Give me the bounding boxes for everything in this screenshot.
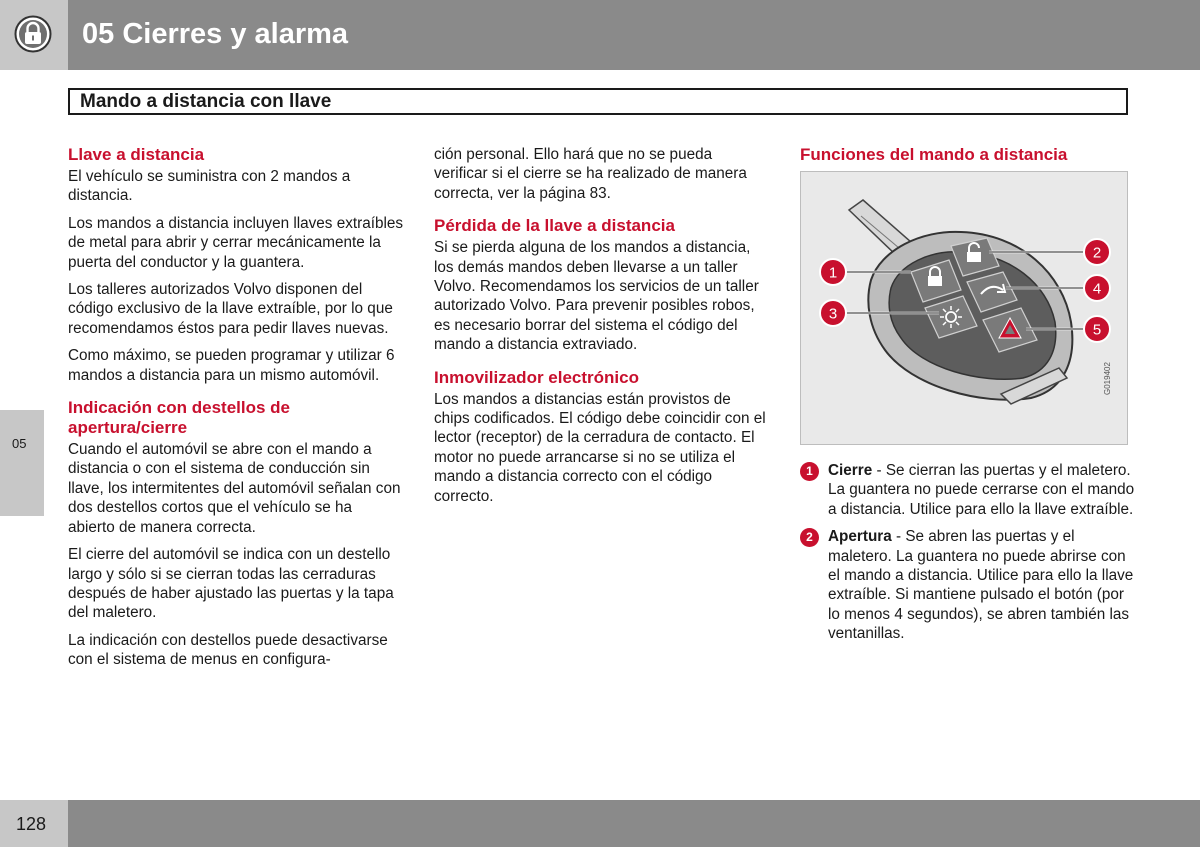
item-term: Cierre bbox=[828, 462, 873, 479]
callout-4 bbox=[1084, 275, 1110, 301]
heading-inmovilizador: Inmovilizador electrónico bbox=[434, 367, 639, 387]
callout-3 bbox=[820, 300, 846, 326]
paragraph: Si se pierda alguna de los mandos a distancia, los demás mandos deben llevarse a un taller Volvo. Recomendamos los servicios de un taller autorizado Volvo. Para prevenir posibles robos, es necesario borrar del sistema el código del mando a distancia extraviado. bbox=[434, 239, 759, 354]
item-term: Apertura bbox=[828, 528, 892, 546]
list-item bbox=[800, 461, 1135, 519]
callout-2 bbox=[1084, 239, 1110, 265]
number-badge: 2 bbox=[800, 528, 819, 547]
paragraph: Cuando el automóvil se abre con el mando a distancia o con el sistema de conducción sin llave, los intermitentes del automóvil señalan con dos destellos cortos que el vehículo se ha abierto de manera correcta. bbox=[68, 441, 401, 536]
paragraph: El cierre del automóvil se indica con un destello largo y sólo si se cierran todas las cerraduras después de haber ajustado las puertas y la tapa del maletero. bbox=[68, 546, 394, 622]
chapter-side-tab bbox=[0, 410, 44, 516]
chapter-side-tab-label: 05 bbox=[12, 436, 27, 451]
padlock-icon bbox=[14, 15, 52, 53]
heading-funciones-mando: Funciones del mando a distancia bbox=[800, 145, 1068, 164]
remote-key-illustration bbox=[801, 172, 1127, 444]
remote-key-figure bbox=[800, 171, 1128, 445]
list-item bbox=[800, 527, 1135, 643]
paragraph: Los mandos a distancia incluyen llaves extraíbles de metal para abrir y cerrar mecánicamente la puerta del conductor y la guantera. bbox=[68, 214, 404, 271]
callout-5 bbox=[1084, 316, 1110, 342]
paragraph: Los mandos a distancias están provistos de chips codificados. El código debe coincidir con el lector (receptor) de la cerradura de contacto. El motor no puede arrancarse si no se utiliza el mando a distancia correcto con el código correcto. bbox=[434, 390, 766, 505]
paragraph: La indicación con destellos puede desactivarse con el sistema de menus en configura- bbox=[68, 631, 388, 669]
figure-code: G019402 bbox=[1103, 362, 1112, 395]
paragraph: ción personal. Ello hará que no se pueda verificar si el cierre se ha realizado de manera correcta, ver la página 83. bbox=[434, 146, 747, 202]
section-title: Mando a distancia con llave bbox=[80, 91, 332, 112]
column-2 bbox=[434, 145, 769, 514]
footer-bar bbox=[68, 800, 1200, 847]
heading-llave-a-distancia: Llave a distancia bbox=[68, 145, 205, 164]
number-badge: 1 bbox=[800, 462, 819, 481]
column-1 bbox=[68, 145, 403, 678]
heading-indicacion-destellos: Indicación con destellos de apertura/cierre bbox=[68, 398, 290, 438]
paragraph: Los talleres autorizados Volvo disponen del código exclusivo de la llave extraíble, por lo que recomendamos éstos para pedir llaves nuevas. bbox=[68, 281, 393, 337]
paragraph: El vehículo se suministra con 2 mandos a distancia. bbox=[68, 168, 351, 205]
svg-text:4: 4 bbox=[1092, 280, 1102, 298]
callout-1 bbox=[820, 259, 846, 285]
item-text: - Se cierran las puertas y el maletero. La guantera no puede cerrarse con el mando a distancia. Utilice para ello la llave extraíble. bbox=[828, 462, 1135, 518]
svg-text:3: 3 bbox=[828, 305, 838, 323]
svg-text:2: 2 bbox=[1092, 244, 1102, 262]
heading-perdida-llave: Pérdida de la llave a distancia bbox=[434, 216, 675, 236]
item-text: - Se abren las puertas y el maletero. La guantera no puede abrirse con el mando a distancia. Utilice para ello la llave extraíble. Si mantiene pulsado el botón (por lo menos 4 segundos), se abren también las ventanillas. bbox=[828, 528, 1134, 643]
page-number: 128 bbox=[16, 814, 47, 834]
svg-text:1: 1 bbox=[828, 264, 838, 282]
svg-text:5: 5 bbox=[1092, 321, 1102, 339]
paragraph: Como máximo, se pueden programar y utilizar 6 mandos a distancia para un mismo automóvil. bbox=[68, 347, 395, 384]
chapter-title: 05 Cierres y alarma bbox=[82, 18, 349, 50]
